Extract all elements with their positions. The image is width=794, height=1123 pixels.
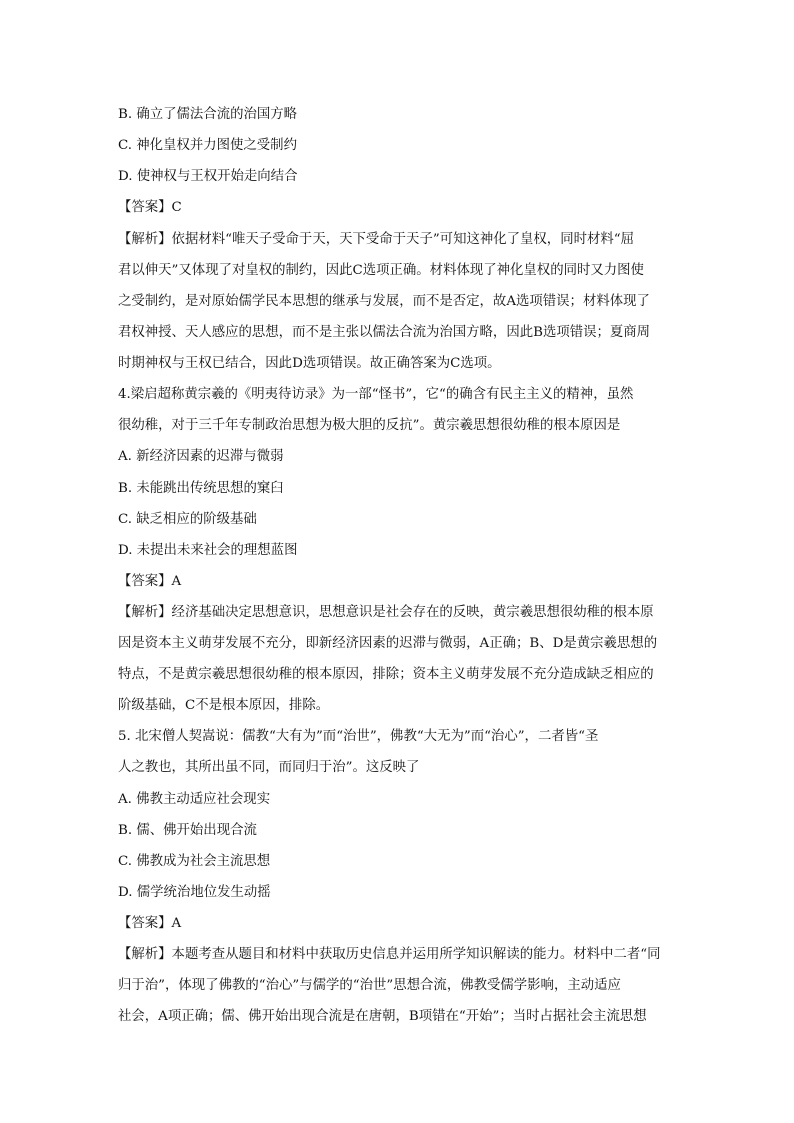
analysis-line: 君以伸天”又体现了对皇权的制约，因此C选项正确。材料体现了神化皇权的同时又力图使 xyxy=(118,263,644,278)
analysis-line: 【解析】经济基础决定思想意识，思想意识是社会存在的反映，黄宗羲思想很幼稚的根本原 xyxy=(118,605,654,620)
option-a-line: A. 新经济因素的迟滞与微弱 xyxy=(118,449,284,464)
option-d-line: D. 儒学统治地位发生动摇 xyxy=(118,885,271,900)
answer-line: 【答案】A xyxy=(118,574,182,589)
option-b-line: B. 未能跳出传统思想的窠臼 xyxy=(118,481,284,496)
option-a-line: A. 佛教主动适应社会现实 xyxy=(118,792,271,807)
analysis-line: 社会，A项正确；儒、佛开始出现合流是在唐朝，B项错在“开始”；当时占据社会主流思想 xyxy=(118,1009,647,1024)
analysis-line: 阶级基础，C不是根本原因，排除。 xyxy=(118,698,330,713)
question-4-line: 很幼稚，对于三千年专制政治思想为极大胆的反抗”。黄宗羲思想很幼稚的根本原因是 xyxy=(118,418,621,433)
question-4-line: 4.梁启超称黄宗羲的《明夷待访录》为一部“怪书”，它“的确含有民主主义的精神，虽然 xyxy=(118,387,634,402)
analysis-line: 【解析】依据材料“唯天子受命于天，天下受命于天子”可知这神化了皇权，同时材料“屈 xyxy=(118,232,634,247)
option-c-line: C. 佛教成为社会主流思想 xyxy=(118,854,271,869)
option-c-line: C. 缺乏相应的阶级基础 xyxy=(118,512,257,527)
analysis-line: 特点，不是黄宗羲思想很幼稚的根本原因，排除；资本主义萌芽发展不充分造成缺乏相应的 xyxy=(118,667,654,682)
answer-line: 【答案】C xyxy=(118,200,182,215)
analysis-line: 君权神授、天人感应的思想，而不是主张以儒法合流为治国方略，因此B选项错误；夏商周 xyxy=(118,325,651,340)
analysis-line: 因是资本主义萌芽发展不充分，即新经济因素的迟滞与微弱，A正确；B、D是黄宗羲思想的 xyxy=(118,636,658,651)
option-c-line: C. 神化皇权并力图使之受制约 xyxy=(118,138,297,153)
question-5-line: 5. 北宋僧人契嵩说：儒教“大有为”而“治世”，佛教“大无为”而“治心”，二者皆“圣 xyxy=(118,729,599,744)
option-b-line: B. 儒、佛开始出现合流 xyxy=(118,823,257,838)
option-b-line: B. 确立了儒法合流的治国方略 xyxy=(118,107,298,122)
option-d-line: D. 使神权与王权开始走向结合 xyxy=(118,169,298,184)
question-5-line: 人之教也，其所出虽不同，而同归于治”。这反映了 xyxy=(118,760,420,775)
analysis-line: 【解析】本题考查从题目和材料中获取历史信息并运用所学知识解读的能力。材料中二者“同 xyxy=(118,947,661,962)
analysis-line: 时期神权与王权已结合，因此D选项错误。故正确答案为C选项。 xyxy=(118,356,501,371)
analysis-line: 归于治”，体现了佛教的“治心”与儒学的“治世”思想合流，佛教受儒学影响，主动适应 xyxy=(118,978,621,993)
analysis-line: 之受制约，是对原始儒学民本思想的继承与发展，而不是否定，故A选项错误；材料体现了 xyxy=(118,294,650,309)
option-d-line: D. 未提出未来社会的理想蓝图 xyxy=(118,543,298,558)
answer-line: 【答案】A xyxy=(118,916,182,931)
